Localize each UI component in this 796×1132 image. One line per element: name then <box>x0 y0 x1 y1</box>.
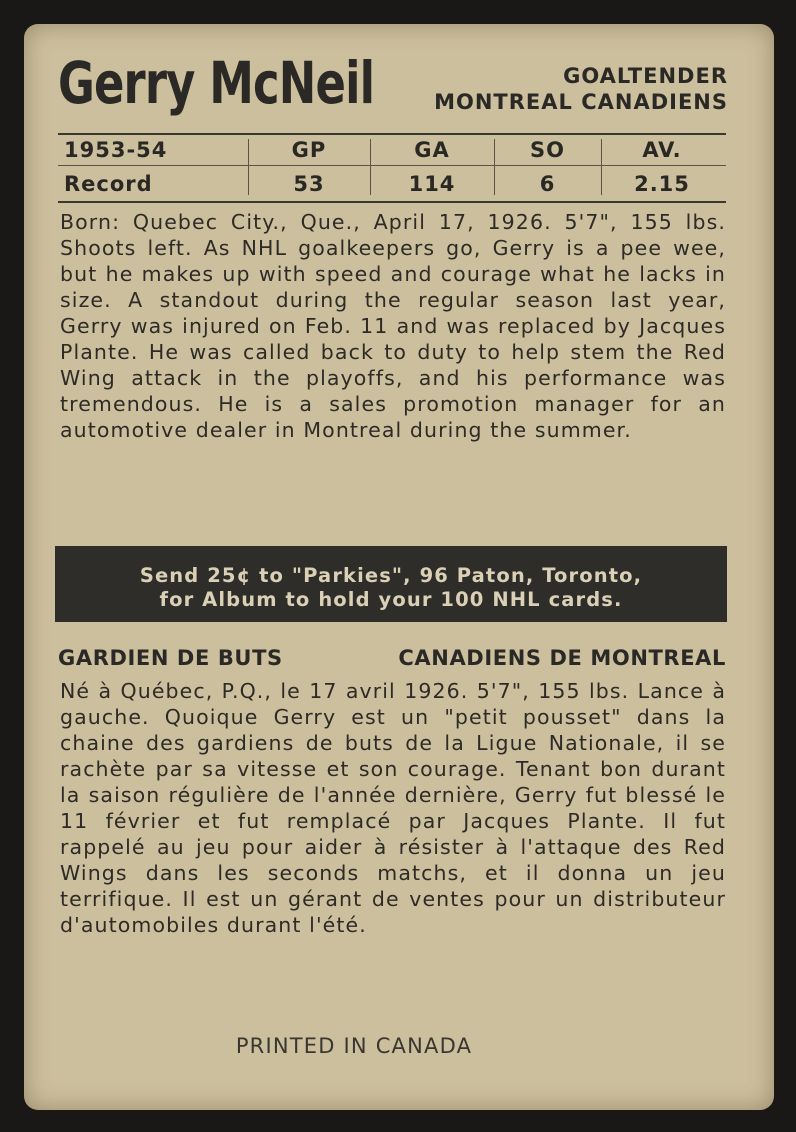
stats-separator <box>248 139 249 195</box>
banner-text <box>55 564 727 612</box>
stats-value-av: 2.15 <box>634 172 690 196</box>
stats-separator <box>370 139 371 195</box>
player-name: Gerry McNeil <box>58 49 375 117</box>
album-offer-banner <box>55 546 727 622</box>
stats-row-label: Record <box>64 172 153 196</box>
stats-header-so: SO <box>530 138 565 162</box>
stats-table <box>58 133 726 203</box>
team-name: MONTREAL CANADIENS <box>434 90 728 114</box>
stats-header-av: AV. <box>642 138 682 162</box>
stats-value-gp: 53 <box>293 172 325 196</box>
stats-divider <box>58 165 726 166</box>
banner-line-1: Send 25¢ to "Parkies", 96 Paton, Toronto, <box>139 564 643 587</box>
stats-season: 1953-54 <box>64 138 168 162</box>
stats-header-gp: GP <box>291 138 327 162</box>
printed-in-canada: PRINTED IN CANADA <box>235 1034 473 1058</box>
stats-separator <box>601 139 602 195</box>
stats-value-ga: 114 <box>408 172 456 196</box>
fr-position: GARDIEN DE BUTS <box>58 646 283 670</box>
fr-team: CANADIENS DE MONTREAL <box>398 646 726 670</box>
stats-header-ga: GA <box>414 138 450 162</box>
bio-french: Né à Québec, P.Q., le 17 avril 1926. 5'7", 155 lbs. Lance à gauche. Quoique Gerry est un "petit pousset" dans la chaine des gardiens de buts de la Ligue Nationale, il se rachète par sa vitesse et son courage. Tenant bon durant la saison régulière de l'année dernière, Gerry fut blessé le 11 février et fut remplacé par Jacques Plante. Il fut rappelé au jeu pour aider à résister à l'attaque des Red Wings dans les seconds matchs, et il donna un jeu terrifique. Il est un gérant de ventes pour un distributeur d'automobiles durant l'été. <box>60 679 726 937</box>
trading-card-back <box>24 24 774 1110</box>
position-team-block <box>434 63 728 115</box>
french-heading <box>58 646 726 670</box>
banner-line-2: for Album to hold your 100 NHL cards. <box>159 588 623 611</box>
bio-english: Born: Quebec City., Que., April 17, 1926. 5'7", 155 lbs. Shoots left. As NHL goalkeepers go, Gerry is a pee wee, but he makes up with speed and courage what he lacks in size. A standout during the regular season last year, Gerry was injured on Feb. 11 and was replaced by Jacques Plante. He was called back to duty to help stem the Red Wing attack in the playoffs, and his performance was tremendous. He is a sales promotion manager for an automotive dealer in Montreal during the summer. <box>60 210 726 442</box>
stats-separator <box>494 139 495 195</box>
stats-value-so: 6 <box>539 172 556 196</box>
player-position: GOALTENDER <box>563 64 728 88</box>
